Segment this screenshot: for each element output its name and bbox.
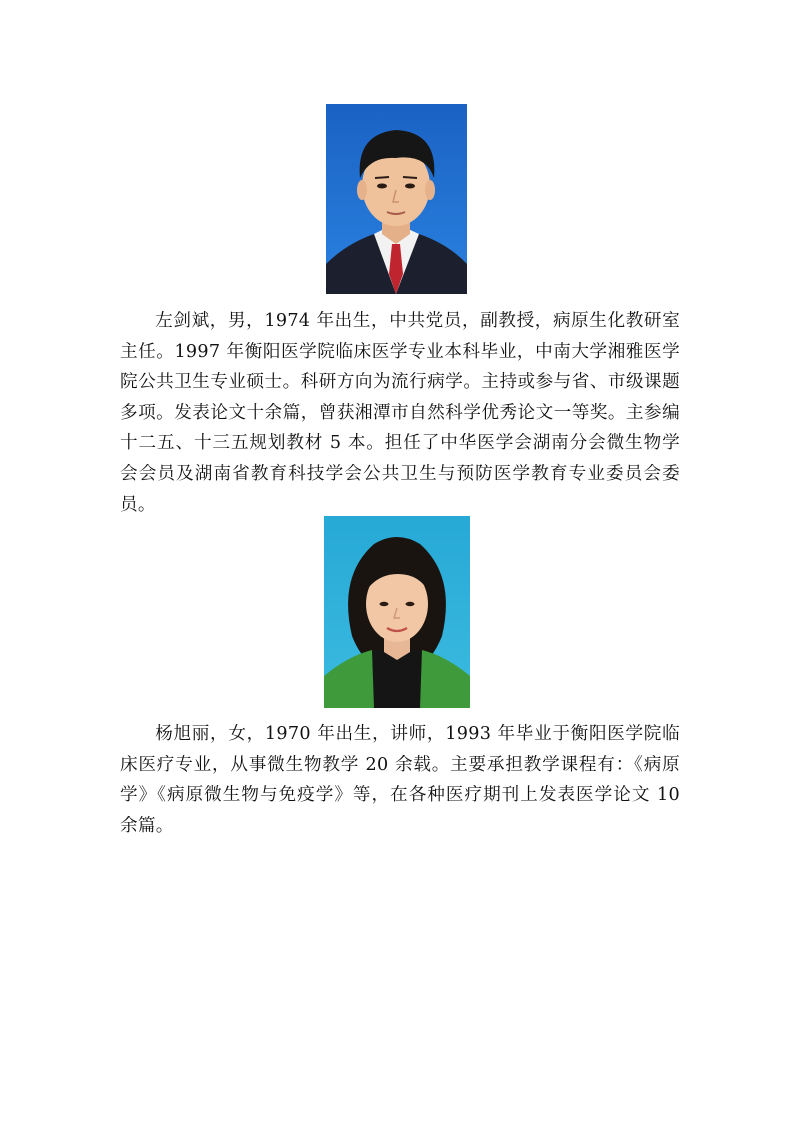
portrait-male-graphic xyxy=(326,104,467,294)
portrait-female-graphic xyxy=(324,516,470,708)
profile-photo-female xyxy=(324,516,470,708)
profile-bio-1: 左剑斌，男，1974 年出生，中共党员，副教授，病原生化教研室主任。1997 年衡阳医学院临床医学专业本科毕业，中南大学湘雅医学院公共卫生专业硕士。科研方向为流行病学。主持或参与省、市级课题多项。发表论文十余篇，曾获湘潭市自然科学优秀论文一等奖。主参编十二五、十三五规划教材 5 本。担任了中华医学会湖南分会微生物学会会员及湖南省教育科技学会公共卫生与预防医学教育专业委员会委员。 xyxy=(120,311,680,515)
profile-bio-2: 杨旭丽，女，1970 年出生，讲师，1993 年毕业于衡阳医学院临床医疗专业，从事微生物教学 20 余载。主要承担教学课程有：《病原学》《病原微生物与免疫学》等，在各种医疗期刊上发表医学论文 10 余篇。 xyxy=(120,724,680,836)
profile-photo-male xyxy=(326,104,467,294)
